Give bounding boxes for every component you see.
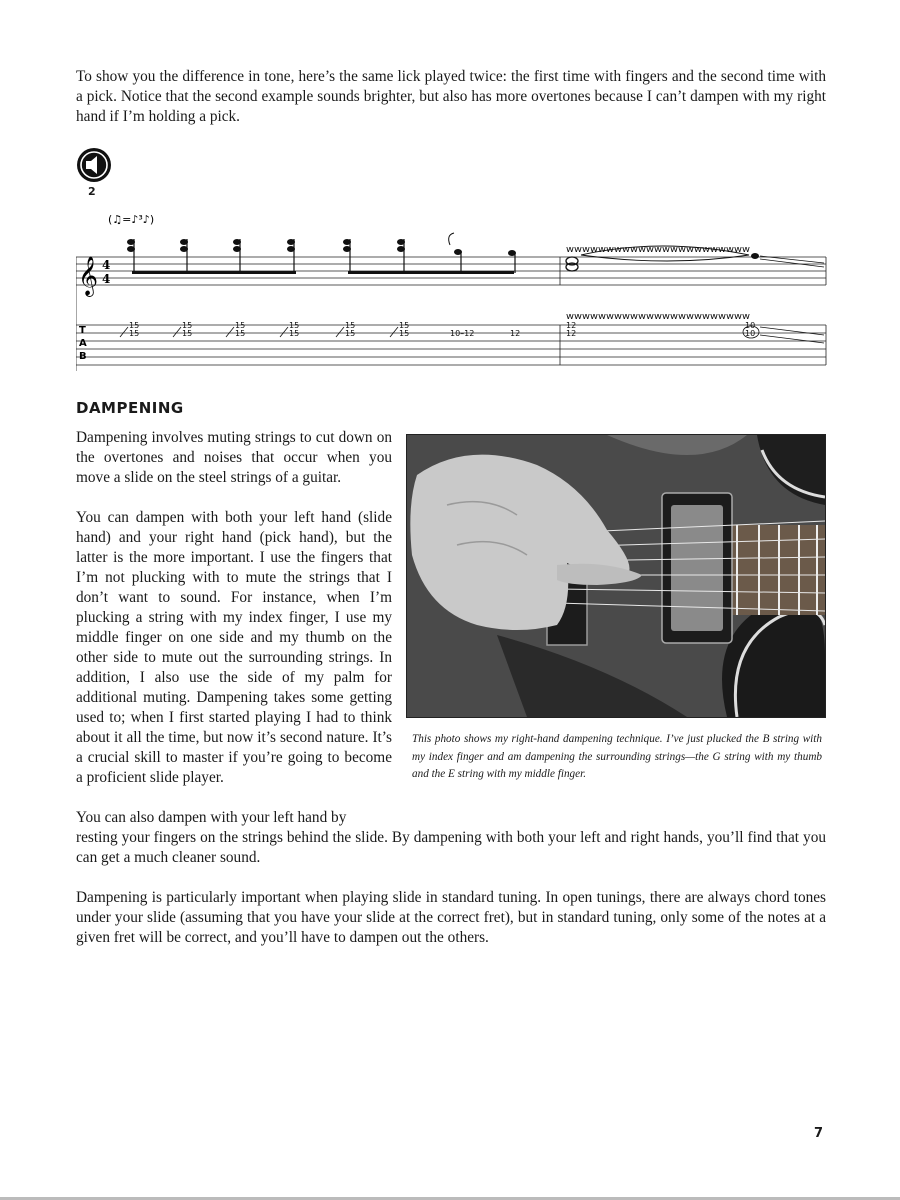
intro-paragraph: To show you the difference in tone, here’s the same lick played twice: the first time with fingers and the second time with a pick. Notice that the second example sounds brighter, but also has more overtones because I can’t dampen with my right hand if I’m holding a pick. xyxy=(76,68,826,125)
section-heading: DAMPENING xyxy=(76,399,184,417)
svg-text:4: 4 xyxy=(102,272,111,286)
tab-label-b: B xyxy=(79,351,87,362)
svg-text:12: 12 xyxy=(510,329,521,338)
page-number: 7 xyxy=(814,1126,824,1141)
svg-text:15: 15 xyxy=(399,329,410,338)
svg-text:15: 15 xyxy=(182,321,193,330)
tempo-mark: (♫=♪³♪) xyxy=(108,213,155,226)
tab-label-t: T xyxy=(79,325,86,336)
svg-text:12: 12 xyxy=(566,321,577,330)
svg-text:15: 15 xyxy=(345,321,356,330)
body-paragraph: resting your fingers on the strings behind the slide. By dampening with both your left and right hands, you’ll find that you can get a much cleaner sound. xyxy=(76,829,826,866)
photo-caption: This photo shows my right-hand dampening technique. I’ve just plucked the B string with my index finger and am dampening the surrounding strings—the G string with my thumb and the E string with my middle finger. xyxy=(412,733,822,780)
body-paragraph: You can also dampen with your left hand by xyxy=(76,809,347,826)
svg-text:12: 12 xyxy=(566,329,577,338)
vibrato-mark: wwwwwwwwwwwwwwwwwwwwwww xyxy=(566,245,750,255)
body-paragraph: You can dampen with both your left hand (slide hand) and your right hand (pick hand), but the latter is the more important. I use the fingers that I’m not plucking with to mute the strings that I don’t want to sound. For instance, when I’m plucking a string with my index finger, I use my middle finger on one side and my thumb on the other side to mute out the surrounding strings. In addition, I also use the side of my palm for additional muting. Dampening takes some getting used to; when I first started playing I had to think about it all the time, but now it’s second nature. It’s a crucial skill to master if you’re going to become a proficient slide player. xyxy=(76,509,392,786)
svg-text:15: 15 xyxy=(129,329,140,338)
svg-text:15: 15 xyxy=(235,329,246,338)
svg-text:15: 15 xyxy=(129,321,140,330)
svg-text:10–12: 10–12 xyxy=(450,329,475,338)
tab-numbers xyxy=(120,321,824,343)
svg-text:15: 15 xyxy=(289,329,300,338)
vibrato-mark-tab: wwwwwwwwwwwwwwwwwwwwwww xyxy=(566,312,750,322)
time-signature: 4 xyxy=(102,258,111,272)
body-paragraph: Dampening involves muting strings to cut down on the overtones and noises that occur when you move a slide on the steel strings of a guitar. xyxy=(76,429,392,486)
svg-text:10: 10 xyxy=(745,329,756,338)
svg-text:15: 15 xyxy=(235,321,246,330)
guitar-photo xyxy=(406,434,826,718)
track-number: 2 xyxy=(88,185,96,198)
treble-clef: 𝄞 xyxy=(78,256,99,296)
svg-text:15: 15 xyxy=(289,321,300,330)
body-paragraph: Dampening is particularly important when playing slide in standard tuning. In open tunings, there are always chord tones under your slide (assuming that you have your slide at the correct fret), but in standard tuning, only some of the notes at a given fret will be correct, and you’ll have to dampen out the others. xyxy=(76,889,826,946)
svg-text:15: 15 xyxy=(182,329,193,338)
speaker-icon[interactable] xyxy=(76,147,112,183)
svg-text:15: 15 xyxy=(399,321,410,330)
svg-text:15: 15 xyxy=(345,329,356,338)
music-notation xyxy=(76,205,828,375)
svg-text:10: 10 xyxy=(745,321,756,330)
tab-label-a: A xyxy=(79,338,87,349)
